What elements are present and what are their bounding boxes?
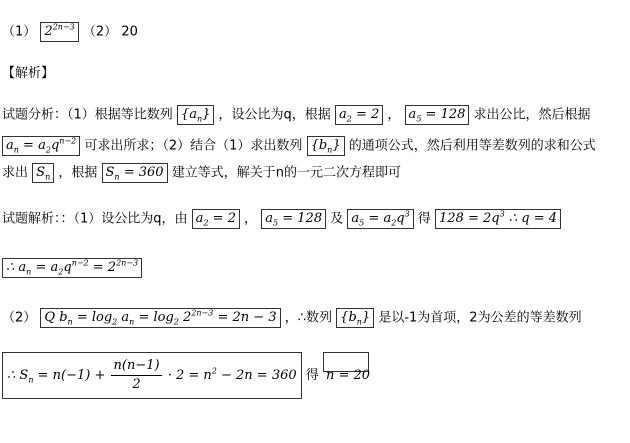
analysis-text: ，设公比为q，根据 [218, 107, 331, 123]
solution-text: ，∴数列 [284, 310, 333, 326]
solution-line-1 [2, 209, 561, 229]
analysis-text: 求出 [2, 165, 29, 181]
solution-line-2 [2, 258, 142, 278]
answer-part1-label: （1） [2, 24, 37, 40]
solution-text: 试题解析：：（1）设公比为q，由 [2, 211, 188, 227]
formula-a2: $a_2 = 2$ [335, 105, 383, 125]
formula-bn-set: $\{b_n\}$ [307, 136, 345, 156]
analysis-line-1 [2, 105, 591, 125]
formula-bn-set-2: $\{b_n\}$ [336, 308, 374, 328]
fraction: $\frac{n(n-1)}{2}$ [113, 358, 160, 392]
analysis-line-2 [2, 136, 596, 156]
solution-text: 得 [417, 211, 431, 227]
formula-a5-eq: $a_5 = 128$ [261, 209, 326, 229]
solution-line-4 [2, 352, 369, 399]
solution-text: 及 [330, 211, 344, 227]
solution-text: 是以-1为首项，2为公差的等差数列 [378, 310, 582, 326]
answer-part2-label: （2） [82, 24, 118, 40]
analysis-text: 求出公比，然后根据 [473, 107, 591, 123]
section-title: 【解析】 [2, 66, 55, 81]
formula-sn-360: $S_n = 360$ [102, 163, 168, 183]
formula-an-set: $\{a_n\}$ [177, 105, 214, 125]
formula-q-equals-4: $128 = 2q^3$ ∴ q = 4 [435, 209, 561, 229]
formula-n-equals-20: n = 20 [323, 352, 369, 372]
solution-text: 得 [305, 368, 319, 383]
analysis-text: ， [387, 107, 401, 123]
formula-sn-sum: ∴ $S_n = n(-1)$ + $\frac{n(n-1)}{2}$ · $2 = n^2 - 2n = 360$ [2, 352, 302, 399]
solution-line-3 [2, 308, 582, 328]
analysis-line-3 [2, 163, 401, 183]
answer-part2-value: 20 [121, 24, 138, 40]
analysis-text: 可求出所求；（2）结合（1）求出数列 [84, 138, 303, 154]
solution-text: （2） [2, 310, 37, 326]
formula-a5: $a_5 = 128$ [405, 105, 470, 125]
analysis-text: 的通项公式，然后利用等差数列的求和公式 [348, 138, 596, 154]
formula-an-general: $a_n = a_2q^{n-2}$ [2, 136, 80, 156]
answer-line [2, 22, 138, 42]
formula-bn-log: Q $b_n = \log_2 a_n = \log_2 2^{2n-3} = 2n - 3$ [40, 308, 280, 328]
formula-a5-a2q3: $a_5 = a_2q^3$ [347, 209, 413, 229]
solution-text: ， [244, 211, 258, 227]
formula-a2-eq: $a_2 = 2$ [192, 209, 240, 229]
formula-sn: $S_n$ [32, 163, 54, 183]
analysis-text: ，根据 [58, 165, 98, 181]
analysis-text: 试题分析：（1）根据等比数列 [2, 107, 173, 123]
analysis-text: 建立等式，解关于n的一元二次方程即可 [171, 165, 401, 181]
formula-an-result: ∴ $a_n = a_2q^{n-2} = 2^{2n-3}$ [2, 258, 142, 278]
answer-formula-box: $2^{2n-3}$ [40, 22, 78, 42]
